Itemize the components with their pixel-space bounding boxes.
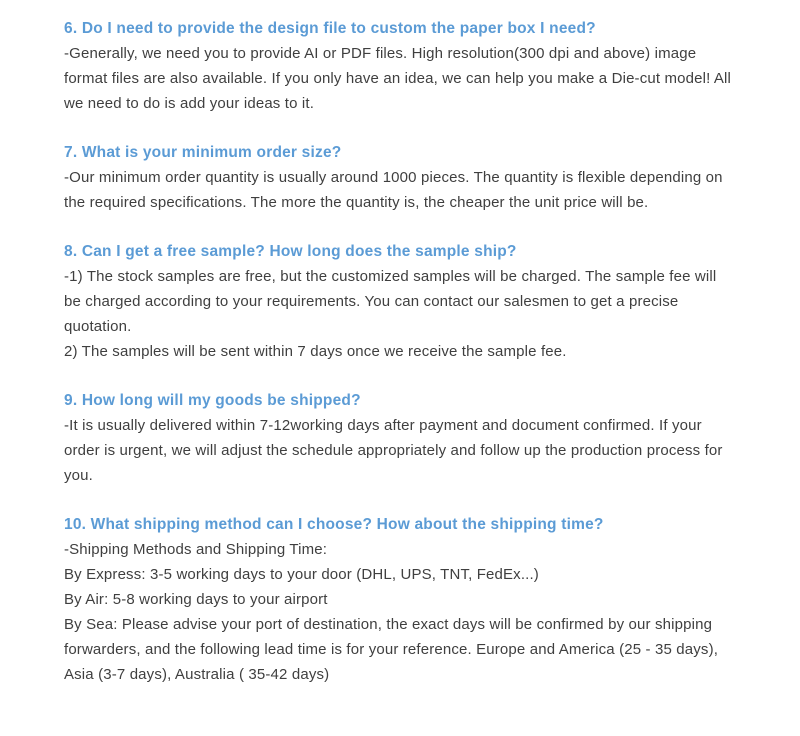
faq-answer-6: -Generally, we need you to provide AI or PDF files. High resolution(300 dpi and above) image format files are also available. If you only have an idea, we can help you make a Die-cut model! All we need to do is add your ideas to it. bbox=[64, 45, 732, 112]
faq-item-8 bbox=[64, 239, 737, 364]
faq-answer-10-line-1: -Shipping Methods and Shipping Time: bbox=[64, 541, 328, 558]
faq-answer-7: -Our minimum order quantity is usually around 1000 pieces. The quantity is flexible depending on the required specifications. The more the quantity is, the cheaper the unit price will be. bbox=[64, 169, 723, 211]
faq-question-10: 10. What shipping method can I choose? How about the shipping time? bbox=[64, 516, 604, 533]
faq-question-9: 9. How long will my goods be shipped? bbox=[64, 392, 361, 409]
faq-question-7: 7. What is your minimum order size? bbox=[64, 144, 342, 161]
faq-item-6 bbox=[64, 16, 737, 116]
faq-answer-9: -It is usually delivered within 7-12working days after payment and document confirmed. If your order is urgent, we will adjust the schedule appropriately and follow up the production process for you. bbox=[64, 417, 723, 484]
faq-answer-10-line-3: By Air: 5-8 working days to your airport bbox=[64, 591, 328, 608]
faq-answer-8-part-2: 2) The samples will be sent within 7 days once we receive the sample fee. bbox=[64, 343, 567, 360]
faq-question-6: 6. Do I need to provide the design file to custom the paper box I need? bbox=[64, 20, 596, 37]
faq-item-10 bbox=[64, 512, 737, 687]
faq-answer-10-line-2: By Express: 3-5 working days to your door (DHL, UPS, TNT, FedEx...) bbox=[64, 566, 539, 583]
faq-answer-8-part-1: -1) The stock samples are free, but the customized samples will be charged. The sample fee will be charged according to your requirements. You can contact our salesmen to get a precise quotation. bbox=[64, 268, 717, 335]
faq-answer-10-line-4: By Sea: Please advise your port of destination, the exact days will be confirmed by our shipping forwarders, and the following lead time is for your reference. Europe and America (25 - 35 days), Asia (3-7 days), Australia ( 35-42 days) bbox=[64, 616, 719, 683]
faq-item-9 bbox=[64, 388, 737, 488]
faq-question-8: 8. Can I get a free sample? How long does the sample ship? bbox=[64, 243, 517, 260]
faq-item-7 bbox=[64, 140, 737, 215]
